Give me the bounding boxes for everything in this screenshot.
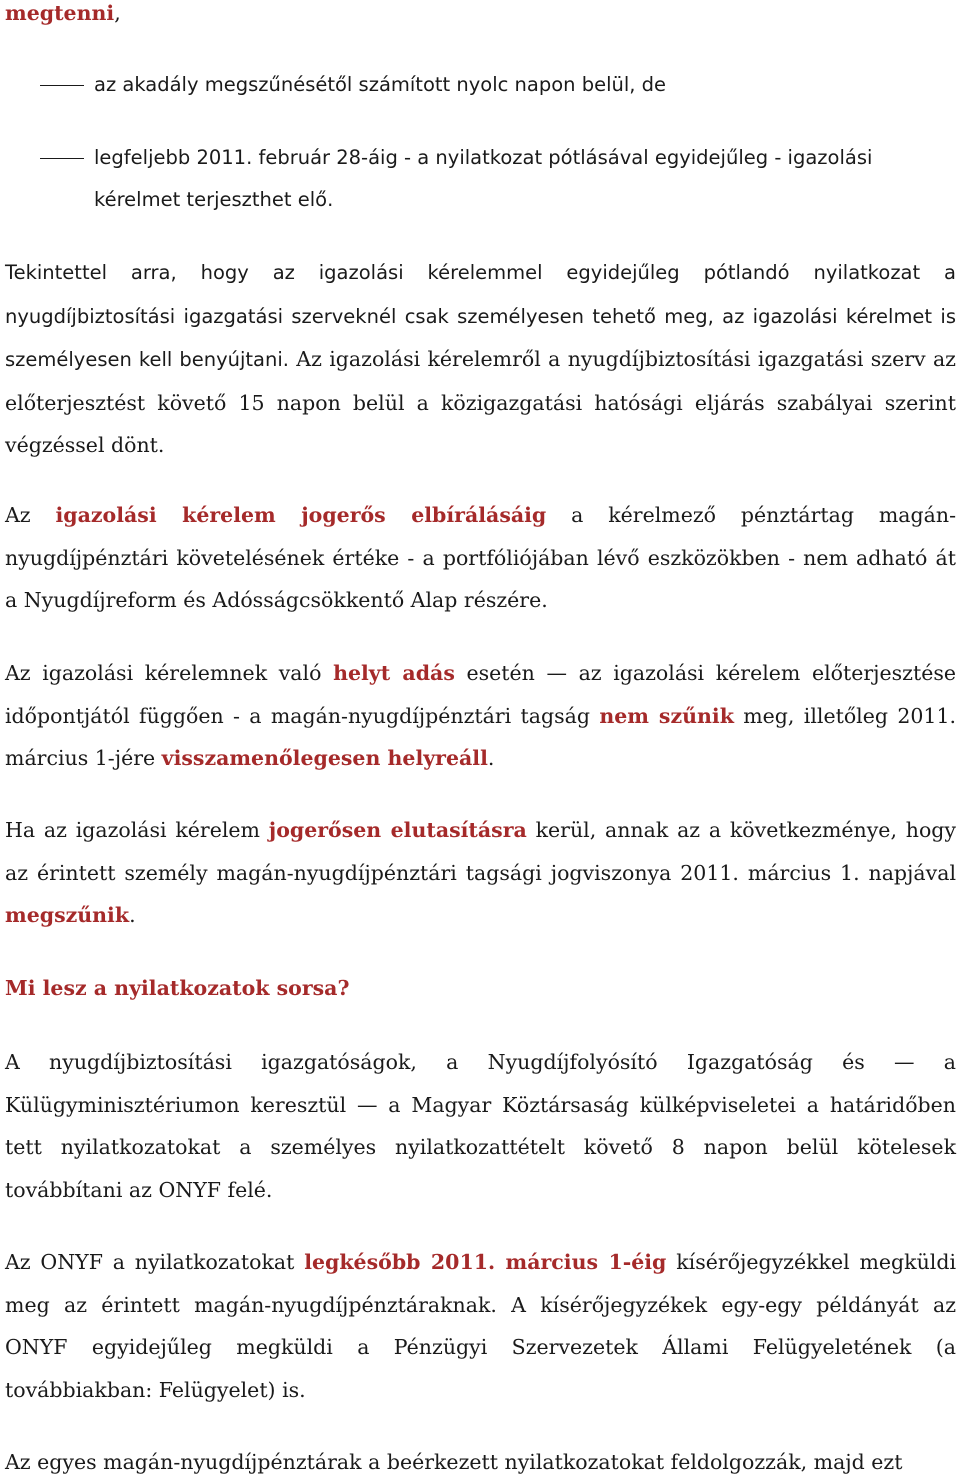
emphasis: igazolási kérelem jogerős elbírálásáig <box>55 503 547 527</box>
text: Az <box>5 503 56 527</box>
paragraph-onyf <box>5 1241 956 1411</box>
section-heading: Mi lesz a nyilatkozatok sorsa? <box>5 976 350 1000</box>
emphasis: nem szűnik <box>599 703 734 728</box>
emphasis: jogerősen elutasításra <box>268 818 527 842</box>
top-line <box>5 0 956 35</box>
emphasis: megszűnik <box>5 903 130 927</box>
dash-bullet <box>40 158 84 159</box>
emphasis: visszamenőlegesen helyreáll <box>161 746 488 770</box>
emphasis: legkésőbb 2011. március 1-éig <box>304 1250 667 1274</box>
text: . <box>129 903 136 927</box>
paragraph-elutasitas <box>5 809 956 937</box>
text: . <box>487 746 495 770</box>
list-item-continuation: kérelmet terjeszthet elő. <box>94 188 334 211</box>
text: kerül, annak az a következménye, hogy az érintett személy magán-nyugdíjpénztári tagsági jogviszonya 2011. március 1. napjával <box>5 818 956 885</box>
paragraph-sans-part: Tekintettel arra, hogy az igazolási kérelemmel egyidejűleg pótlandó nyilatkozat a nyugdíjbiztosítási igazgatási szerveknél csak személyesen tehető meg, az igazolási kérelmet is személyesen kell benyújtani. <box>5 261 956 371</box>
paragraph-serif-part: Az igazolási kérelemről a nyugdíjbiztosítási igazgatási szerv az előterjesztést követő 15 napon belül a közigazgatási hatósági eljárás szabályai szerint végzéssel dönt. <box>5 347 956 457</box>
text: a kérelmező pénztártag magán-nyugdíjpénztári követelésének értéke - a portfóliójában lévő eszközökben - nem adható át a Nyugdíjreform és Adósságcsökkentő Alap részére. <box>5 503 956 612</box>
text: esetén — az igazolási kérelem előterjesztése időpontjától függően - a magán-nyugdíjpénztári tagság <box>5 661 956 728</box>
top-comma: , <box>114 1 121 25</box>
list-item-text: az akadály megszűnésétől számított nyolc napon belül, de <box>94 73 667 96</box>
list-item <box>40 63 956 106</box>
paragraph-igazolasi-kerelem <box>5 251 956 467</box>
list-item <box>40 136 956 179</box>
paragraph-jogeros-elbiralas <box>5 494 956 622</box>
list-item-text: legfeljebb 2011. február 28-áig - a nyilatkozat pótlásával egyidejűleg - igazolási <box>94 146 873 169</box>
top-word: megtenni <box>5 1 115 25</box>
text: Az ONYF a nyilatkozatokat <box>5 1250 305 1274</box>
text: Ha az igazolási kérelem <box>5 818 269 842</box>
dash-bullet <box>40 85 84 86</box>
text: kísérőjegyzékkel megküldi meg az érintett magán-nyugdíjpénztáraknak. A kísérőjegyzékek egy-egy példányát az ONYF egyidejűleg megküldi a Pénzügyi Szervezetek Állami Felügyeletének (a továbbiakban: Felügyelet) is. <box>5 1250 957 1402</box>
text: meg, illetőleg 2011. március 1-jére <box>5 703 957 770</box>
text: Az igazolási kérelemnek való <box>5 661 334 685</box>
emphasis: helyt adás <box>333 661 455 685</box>
paragraph-helyt-adas <box>5 652 956 780</box>
paragraph-last: Az egyes magán-nyugdíjpénztárak a beérkezett nyilatkozatokat feldolgozzák, majd ezt <box>5 1450 903 1474</box>
paragraph-nyilatkozatok-tovabbitasa: A nyugdíjbiztosítási igazgatóságok, a Nyugdíjfolyósító Igazgatóság és — a Külügyminisztériumon keresztül — a Magyar Köztársaság külképviseletei a határidőben tett nyilatkozatokat a személyes nyilatkozattételt követő 8 napon belül kötelesek továbbítani az ONYF felé. <box>5 1050 956 1202</box>
